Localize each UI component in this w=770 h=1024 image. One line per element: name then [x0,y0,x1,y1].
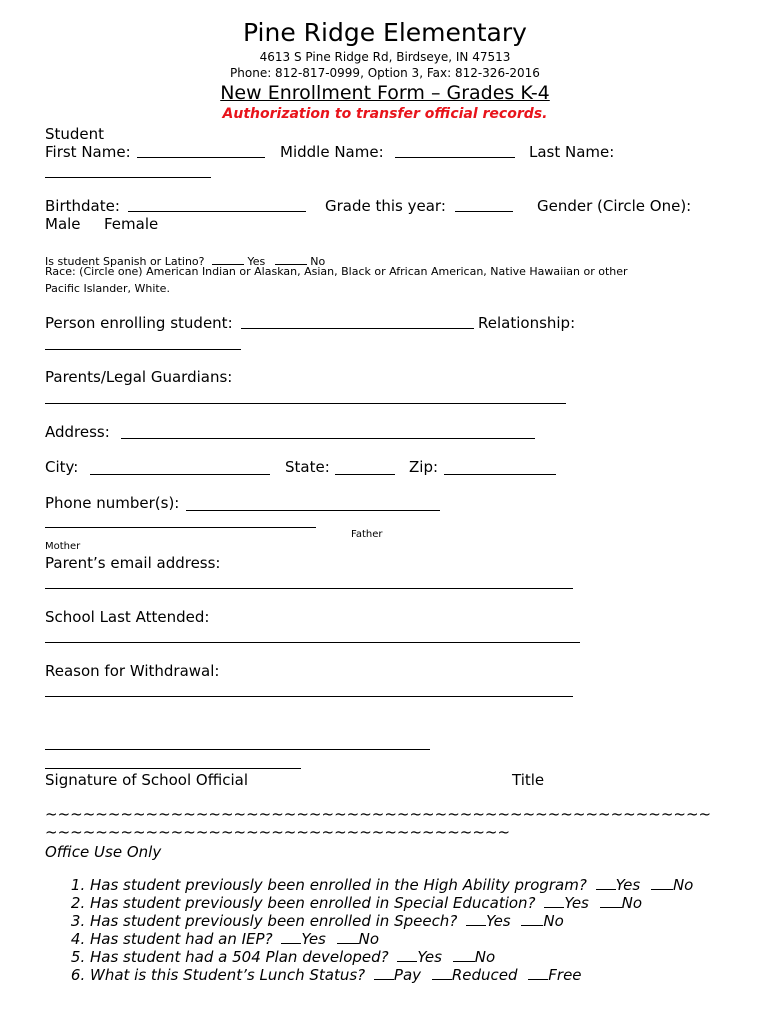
question-special-education: Has student previously been enrolled in Special Education? [90,894,536,912]
parents-field[interactable] [45,403,566,404]
lunch-reduced-blank[interactable] [432,966,452,980]
phone-label: Phone number(s): [45,494,180,512]
question-504-plan: Has student had a 504 Plan developed? [90,948,389,966]
question-iep: Has student had an IEP? [90,930,273,948]
no-label: No [543,912,564,930]
no-label: No [358,930,380,948]
list-item [90,948,693,966]
last-name-field[interactable] [45,177,211,178]
middle-name-label: Middle Name: [280,143,384,161]
question-speech: Has student previously been enrolled in Speech? [90,912,458,930]
yes-label: Yes [417,948,442,966]
list-item [90,894,693,912]
relationship-label: Relationship: [478,314,576,332]
no-label: No [672,876,694,894]
gender-label: Gender (Circle One): [537,197,692,215]
birthdate-field[interactable] [128,211,306,212]
free-label: Free [548,966,582,984]
reduced-label: Reduced [451,966,518,984]
address-label: Address: [45,423,110,441]
father-label: Father [351,529,383,540]
school-name: Pine Ridge Elementary [243,18,527,47]
withdrawal-label: Reason for Withdrawal: [45,662,220,680]
title-field[interactable] [45,749,430,750]
gender-male-option[interactable]: Male [45,215,81,233]
relationship-field[interactable] [45,349,241,350]
last-name-label: Last Name: [529,143,615,161]
student-heading: Student [45,125,105,143]
zip-label: Zip: [409,458,439,476]
hispanic-yes-label: Yes [247,255,266,268]
grade-field[interactable] [455,211,513,212]
mother-label: Mother [45,541,81,552]
birthdate-label: Birthdate: [45,197,120,215]
divider-line-1: ~~~~~~~~~~~~~~~~~~~~~~~~~~~~~~~~~~~~~~~~~~~~~~~~~~~~~ [45,805,712,823]
hispanic-yes-blank[interactable] [212,251,244,265]
address-field[interactable] [121,438,535,439]
yes-label: Yes [301,930,326,948]
list-item [90,930,693,948]
hispanic-no-blank[interactable] [275,251,307,265]
high-ability-yes-blank[interactable] [596,876,616,890]
race-line-1: Race: (Circle one) American Indian or Alaskan, Asian, Black or African American, Native Hawaiian or other [45,265,628,278]
race-line-2: Pacific Islander, White. [45,282,170,295]
title-label: Title [512,771,545,789]
parents-label: Parents/Legal Guardians: [45,368,233,386]
school-last-label: School Last Attended: [45,608,210,626]
form-title: New Enrollment Form – Grades K-4 [220,82,550,104]
hispanic-question-text: Is student Spanish or Latino? [45,255,205,268]
gender-female-option[interactable]: Female [104,215,159,233]
list-item [90,912,693,930]
city-label: City: [45,458,79,476]
question-lunch-status: What is this Student’s Lunch Status? [90,966,366,984]
withdrawal-field[interactable] [45,696,573,697]
zip-field[interactable] [444,474,556,475]
no-label: No [621,894,643,912]
signature-label: Signature of School Official [45,771,249,789]
plan-504-no-blank[interactable] [453,948,475,962]
no-label: No [474,948,496,966]
signature-field[interactable] [45,768,301,769]
office-use-heading: Office Use Only [45,843,162,861]
middle-name-field[interactable] [395,157,515,158]
plan-504-yes-blank[interactable] [397,948,417,962]
list-item [90,876,693,894]
email-field[interactable] [45,588,573,589]
speech-no-blank[interactable] [521,912,543,926]
lunch-pay-blank[interactable] [374,966,394,980]
list-item [90,966,693,984]
special-ed-yes-blank[interactable] [544,894,564,908]
first-name-label: First Name: [45,143,131,161]
question-high-ability: Has student previously been enrolled in the High Ability program? [90,876,587,894]
school-phone: Phone: 812-817-0999, Option 3, Fax: 812-326-2016 [230,66,540,80]
yes-label: Yes [486,912,511,930]
state-label: State: [285,458,330,476]
iep-yes-blank[interactable] [281,930,301,944]
first-name-field[interactable] [137,157,265,158]
yes-label: Yes [615,876,641,894]
hispanic-no-label: No [310,255,326,268]
school-address: 4613 S Pine Ridge Rd, Birdseye, IN 47513 [259,50,511,64]
pay-label: Pay [393,966,422,984]
high-ability-no-blank[interactable] [651,876,673,890]
email-label: Parent’s email address: [45,554,221,572]
yes-label: Yes [564,894,589,912]
state-field[interactable] [335,474,395,475]
school-last-field[interactable] [45,642,580,643]
father-phone-field[interactable] [186,510,440,511]
grade-label: Grade this year: [325,197,446,215]
person-enrolling-label: Person enrolling student: [45,314,233,332]
authorization-notice: Authorization to transfer official records. [222,106,548,122]
special-ed-no-blank[interactable] [600,894,622,908]
city-field[interactable] [90,474,270,475]
mother-phone-field[interactable] [45,527,316,528]
iep-no-blank[interactable] [337,930,359,944]
office-question-list [45,876,693,984]
speech-yes-blank[interactable] [466,912,486,926]
divider-line-2: ~~~~~~~~~~~~~~~~~~~~~~~~~~~~~~~~~~~~~ [45,823,511,841]
lunch-free-blank[interactable] [528,966,548,980]
person-enrolling-field[interactable] [241,328,474,329]
